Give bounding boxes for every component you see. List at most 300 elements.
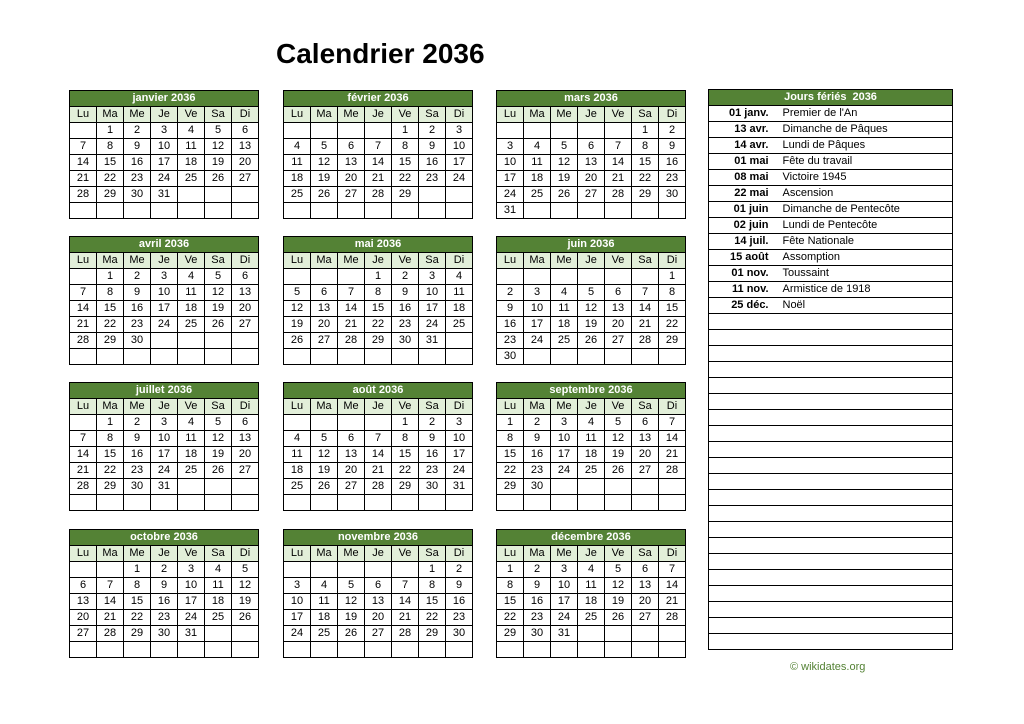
day-cell bbox=[311, 415, 338, 431]
day-cell bbox=[338, 269, 365, 285]
day-cell: 30 bbox=[124, 479, 151, 495]
day-cell: 25 bbox=[446, 317, 473, 333]
day-cell: 2 bbox=[497, 285, 524, 301]
day-cell: 9 bbox=[524, 578, 551, 594]
day-cell bbox=[178, 187, 205, 203]
holiday-name: Assomption bbox=[777, 250, 953, 266]
day-cell: 21 bbox=[97, 610, 124, 626]
weekday-label: Je bbox=[365, 546, 392, 562]
day-cell bbox=[311, 203, 338, 219]
week-row bbox=[284, 317, 473, 333]
day-cell bbox=[659, 626, 686, 642]
weekday-label: Me bbox=[124, 546, 151, 562]
day-cell: 16 bbox=[659, 155, 686, 171]
day-cell: 17 bbox=[151, 155, 178, 171]
day-cell bbox=[659, 642, 686, 658]
day-cell: 1 bbox=[365, 269, 392, 285]
holiday-row bbox=[709, 282, 953, 298]
day-cell: 26 bbox=[338, 626, 365, 642]
weekday-label: Me bbox=[338, 546, 365, 562]
day-cell: 14 bbox=[365, 155, 392, 171]
week-row bbox=[497, 562, 686, 578]
month-block bbox=[69, 236, 259, 365]
day-cell: 3 bbox=[151, 415, 178, 431]
day-cell: 18 bbox=[578, 447, 605, 463]
day-cell bbox=[70, 269, 97, 285]
day-cell: 16 bbox=[497, 317, 524, 333]
holiday-row bbox=[709, 186, 953, 202]
day-cell: 16 bbox=[524, 447, 551, 463]
holiday-name: Dimanche de Pâques bbox=[777, 122, 953, 138]
day-cell: 8 bbox=[497, 578, 524, 594]
weekday-row bbox=[70, 253, 259, 269]
day-cell bbox=[551, 123, 578, 139]
holiday-row bbox=[709, 234, 953, 250]
day-cell: 30 bbox=[524, 479, 551, 495]
day-cell: 21 bbox=[70, 463, 97, 479]
day-cell: 5 bbox=[311, 431, 338, 447]
day-cell: 14 bbox=[605, 155, 632, 171]
day-cell bbox=[524, 495, 551, 511]
day-cell bbox=[124, 349, 151, 365]
weekday-label: Ve bbox=[605, 399, 632, 415]
week-row bbox=[284, 463, 473, 479]
month-title: août 2036 bbox=[284, 383, 473, 399]
day-cell bbox=[151, 333, 178, 349]
month-table bbox=[283, 236, 473, 365]
day-cell: 3 bbox=[151, 123, 178, 139]
day-cell bbox=[605, 626, 632, 642]
day-cell: 14 bbox=[338, 301, 365, 317]
day-cell bbox=[605, 123, 632, 139]
day-cell: 15 bbox=[392, 155, 419, 171]
day-cell bbox=[151, 495, 178, 511]
month-title: décembre 2036 bbox=[497, 530, 686, 546]
day-cell: 30 bbox=[392, 333, 419, 349]
day-cell: 12 bbox=[284, 301, 311, 317]
day-cell: 3 bbox=[151, 269, 178, 285]
day-cell: 3 bbox=[178, 562, 205, 578]
day-cell: 18 bbox=[311, 610, 338, 626]
day-cell: 8 bbox=[497, 431, 524, 447]
day-cell bbox=[365, 415, 392, 431]
day-cell: 23 bbox=[419, 171, 446, 187]
day-cell: 31 bbox=[151, 187, 178, 203]
day-cell: 24 bbox=[446, 463, 473, 479]
weekday-label: Me bbox=[551, 107, 578, 123]
day-cell: 6 bbox=[578, 139, 605, 155]
week-row bbox=[70, 610, 259, 626]
day-cell: 22 bbox=[497, 610, 524, 626]
day-cell: 19 bbox=[311, 171, 338, 187]
week-row bbox=[497, 463, 686, 479]
weekday-label: Sa bbox=[632, 107, 659, 123]
month-header-row bbox=[284, 383, 473, 399]
day-cell bbox=[232, 626, 259, 642]
weekday-label: Ve bbox=[178, 399, 205, 415]
holiday-name: Victoire 1945 bbox=[777, 170, 953, 186]
day-cell: 20 bbox=[338, 171, 365, 187]
day-cell: 27 bbox=[232, 317, 259, 333]
day-cell: 1 bbox=[419, 562, 446, 578]
holiday-row bbox=[709, 426, 953, 442]
day-cell: 4 bbox=[205, 562, 232, 578]
day-cell: 1 bbox=[659, 269, 686, 285]
day-cell: 16 bbox=[446, 594, 473, 610]
day-cell bbox=[338, 415, 365, 431]
day-cell bbox=[578, 349, 605, 365]
week-row bbox=[497, 642, 686, 658]
week-row bbox=[70, 349, 259, 365]
holiday-row bbox=[709, 442, 953, 458]
day-cell: 3 bbox=[497, 139, 524, 155]
day-cell: 23 bbox=[524, 463, 551, 479]
month-table bbox=[496, 90, 686, 219]
day-cell: 9 bbox=[524, 431, 551, 447]
holiday-date: 15 août bbox=[709, 250, 777, 266]
day-cell: 21 bbox=[70, 171, 97, 187]
weekday-label: Ma bbox=[524, 253, 551, 269]
holiday-name: Noël bbox=[777, 298, 953, 314]
day-cell: 4 bbox=[551, 285, 578, 301]
weekday-label: Di bbox=[232, 399, 259, 415]
day-cell: 6 bbox=[338, 431, 365, 447]
day-cell: 24 bbox=[178, 610, 205, 626]
day-cell bbox=[338, 562, 365, 578]
day-cell: 30 bbox=[446, 626, 473, 642]
day-cell bbox=[178, 203, 205, 219]
day-cell: 6 bbox=[70, 578, 97, 594]
week-row bbox=[497, 171, 686, 187]
day-cell: 11 bbox=[578, 578, 605, 594]
month-block bbox=[496, 90, 686, 219]
weekday-label: Sa bbox=[632, 253, 659, 269]
day-cell: 7 bbox=[392, 578, 419, 594]
day-cell: 6 bbox=[232, 269, 259, 285]
weekday-label: Je bbox=[151, 399, 178, 415]
week-row bbox=[284, 495, 473, 511]
holiday-row bbox=[709, 138, 953, 154]
week-row bbox=[70, 415, 259, 431]
holiday-date bbox=[709, 314, 777, 330]
day-cell: 18 bbox=[178, 155, 205, 171]
weekday-label: Sa bbox=[419, 399, 446, 415]
day-cell bbox=[551, 203, 578, 219]
week-row bbox=[497, 155, 686, 171]
holiday-name: Fête Nationale bbox=[777, 234, 953, 250]
day-cell bbox=[284, 349, 311, 365]
holiday-row bbox=[709, 378, 953, 394]
weekday-row bbox=[284, 399, 473, 415]
day-cell: 13 bbox=[311, 301, 338, 317]
month-header-row bbox=[70, 530, 259, 546]
day-cell: 20 bbox=[605, 317, 632, 333]
day-cell bbox=[551, 642, 578, 658]
day-cell: 14 bbox=[659, 578, 686, 594]
day-cell: 27 bbox=[70, 626, 97, 642]
day-cell: 9 bbox=[419, 431, 446, 447]
day-cell: 14 bbox=[70, 447, 97, 463]
week-row bbox=[284, 123, 473, 139]
day-cell: 13 bbox=[338, 155, 365, 171]
day-cell: 29 bbox=[419, 626, 446, 642]
day-cell: 23 bbox=[124, 171, 151, 187]
day-cell: 22 bbox=[365, 317, 392, 333]
day-cell: 29 bbox=[97, 187, 124, 203]
day-cell bbox=[232, 187, 259, 203]
day-cell bbox=[605, 479, 632, 495]
day-cell bbox=[524, 269, 551, 285]
day-cell: 3 bbox=[551, 415, 578, 431]
month-title: juillet 2036 bbox=[70, 383, 259, 399]
day-cell: 29 bbox=[392, 479, 419, 495]
day-cell: 15 bbox=[392, 447, 419, 463]
holiday-name bbox=[777, 618, 953, 634]
month-table bbox=[496, 382, 686, 511]
month-header-row bbox=[284, 530, 473, 546]
week-row bbox=[70, 171, 259, 187]
week-row bbox=[497, 139, 686, 155]
day-cell: 15 bbox=[365, 301, 392, 317]
week-row bbox=[70, 301, 259, 317]
day-cell bbox=[497, 123, 524, 139]
day-cell bbox=[419, 495, 446, 511]
day-cell: 21 bbox=[338, 317, 365, 333]
weekday-label: Lu bbox=[284, 107, 311, 123]
day-cell: 21 bbox=[70, 317, 97, 333]
day-cell: 5 bbox=[205, 269, 232, 285]
holiday-date: 08 mai bbox=[709, 170, 777, 186]
day-cell: 7 bbox=[70, 139, 97, 155]
day-cell: 9 bbox=[419, 139, 446, 155]
day-cell: 5 bbox=[311, 139, 338, 155]
day-cell: 19 bbox=[205, 155, 232, 171]
weekday-label: Je bbox=[151, 253, 178, 269]
day-cell: 28 bbox=[365, 479, 392, 495]
day-cell: 5 bbox=[205, 123, 232, 139]
week-row bbox=[70, 431, 259, 447]
day-cell bbox=[392, 562, 419, 578]
day-cell: 16 bbox=[124, 447, 151, 463]
day-cell: 20 bbox=[70, 610, 97, 626]
holiday-name: Armistice de 1918 bbox=[777, 282, 953, 298]
day-cell: 23 bbox=[524, 610, 551, 626]
day-cell: 29 bbox=[632, 187, 659, 203]
weekday-label: Je bbox=[578, 546, 605, 562]
day-cell: 10 bbox=[551, 578, 578, 594]
weekday-label: Me bbox=[124, 253, 151, 269]
month-table bbox=[496, 529, 686, 658]
day-cell: 25 bbox=[178, 171, 205, 187]
day-cell bbox=[205, 642, 232, 658]
day-cell: 8 bbox=[392, 139, 419, 155]
day-cell: 4 bbox=[178, 269, 205, 285]
day-cell bbox=[551, 349, 578, 365]
day-cell bbox=[338, 349, 365, 365]
holiday-date bbox=[709, 634, 777, 650]
day-cell: 23 bbox=[497, 333, 524, 349]
day-cell: 23 bbox=[392, 317, 419, 333]
day-cell bbox=[605, 495, 632, 511]
day-cell: 21 bbox=[605, 171, 632, 187]
weekday-label: Sa bbox=[419, 253, 446, 269]
day-cell: 27 bbox=[311, 333, 338, 349]
holiday-name: Dimanche de Pentecôte bbox=[777, 202, 953, 218]
month-title: novembre 2036 bbox=[284, 530, 473, 546]
holiday-name bbox=[777, 570, 953, 586]
day-cell: 12 bbox=[578, 301, 605, 317]
day-cell: 5 bbox=[232, 562, 259, 578]
day-cell bbox=[632, 479, 659, 495]
month-block bbox=[283, 529, 473, 658]
day-cell: 16 bbox=[419, 447, 446, 463]
day-cell: 14 bbox=[97, 594, 124, 610]
day-cell bbox=[284, 269, 311, 285]
day-cell: 29 bbox=[392, 187, 419, 203]
holiday-date bbox=[709, 426, 777, 442]
day-cell: 31 bbox=[419, 333, 446, 349]
day-cell: 10 bbox=[497, 155, 524, 171]
holiday-date: 01 juin bbox=[709, 202, 777, 218]
day-cell: 26 bbox=[205, 463, 232, 479]
day-cell bbox=[232, 333, 259, 349]
day-cell: 10 bbox=[284, 594, 311, 610]
day-cell: 10 bbox=[446, 431, 473, 447]
day-cell bbox=[338, 123, 365, 139]
day-cell bbox=[605, 642, 632, 658]
day-cell: 28 bbox=[659, 610, 686, 626]
day-cell bbox=[659, 349, 686, 365]
weekday-label: Sa bbox=[205, 107, 232, 123]
holiday-date: 25 déc. bbox=[709, 298, 777, 314]
weekday-label: Lu bbox=[70, 546, 97, 562]
day-cell: 26 bbox=[311, 187, 338, 203]
day-cell: 12 bbox=[311, 447, 338, 463]
day-cell bbox=[311, 495, 338, 511]
week-row bbox=[284, 301, 473, 317]
holiday-date bbox=[709, 474, 777, 490]
holiday-row bbox=[709, 314, 953, 330]
day-cell bbox=[578, 203, 605, 219]
day-cell: 8 bbox=[365, 285, 392, 301]
week-row bbox=[497, 578, 686, 594]
weekday-label: Di bbox=[659, 253, 686, 269]
holidays-header-row bbox=[709, 90, 953, 106]
holiday-date bbox=[709, 554, 777, 570]
day-cell: 25 bbox=[524, 187, 551, 203]
day-cell: 10 bbox=[419, 285, 446, 301]
month-header-row bbox=[70, 383, 259, 399]
weekday-label: Ma bbox=[311, 107, 338, 123]
weekday-label: Ve bbox=[605, 253, 632, 269]
day-cell bbox=[392, 203, 419, 219]
day-cell: 31 bbox=[151, 479, 178, 495]
month-table bbox=[69, 382, 259, 511]
week-row bbox=[284, 139, 473, 155]
day-cell bbox=[151, 203, 178, 219]
day-cell bbox=[178, 479, 205, 495]
footer-credit: © wikidates.org bbox=[790, 661, 866, 673]
day-cell: 17 bbox=[551, 447, 578, 463]
month-table bbox=[283, 90, 473, 219]
month-header-row bbox=[497, 383, 686, 399]
month-title: janvier 2036 bbox=[70, 91, 259, 107]
holiday-row bbox=[709, 330, 953, 346]
day-cell bbox=[632, 642, 659, 658]
week-row bbox=[497, 187, 686, 203]
holiday-row bbox=[709, 202, 953, 218]
day-cell: 1 bbox=[392, 415, 419, 431]
holiday-date bbox=[709, 362, 777, 378]
month-title: juin 2036 bbox=[497, 237, 686, 253]
month-table bbox=[283, 529, 473, 658]
weekday-label: Sa bbox=[632, 546, 659, 562]
weekday-label: Je bbox=[578, 107, 605, 123]
holiday-row bbox=[709, 218, 953, 234]
day-cell: 1 bbox=[497, 562, 524, 578]
weekday-label: Di bbox=[232, 253, 259, 269]
day-cell: 16 bbox=[419, 155, 446, 171]
holiday-row bbox=[709, 250, 953, 266]
weekday-label: Di bbox=[659, 107, 686, 123]
holiday-name bbox=[777, 602, 953, 618]
holiday-row bbox=[709, 362, 953, 378]
holiday-row bbox=[709, 122, 953, 138]
day-cell bbox=[338, 642, 365, 658]
weekday-row bbox=[70, 399, 259, 415]
day-cell bbox=[365, 562, 392, 578]
month-header-row bbox=[497, 91, 686, 107]
day-cell: 22 bbox=[97, 317, 124, 333]
day-cell: 11 bbox=[446, 285, 473, 301]
weekday-label: Me bbox=[338, 253, 365, 269]
day-cell: 31 bbox=[446, 479, 473, 495]
day-cell: 7 bbox=[659, 415, 686, 431]
holiday-name bbox=[777, 426, 953, 442]
day-cell: 16 bbox=[392, 301, 419, 317]
week-row bbox=[284, 203, 473, 219]
day-cell: 13 bbox=[578, 155, 605, 171]
day-cell bbox=[124, 495, 151, 511]
day-cell: 20 bbox=[232, 447, 259, 463]
day-cell: 31 bbox=[551, 626, 578, 642]
day-cell: 24 bbox=[446, 171, 473, 187]
day-cell bbox=[605, 349, 632, 365]
day-cell: 2 bbox=[392, 269, 419, 285]
day-cell bbox=[151, 642, 178, 658]
weekday-label: Lu bbox=[497, 107, 524, 123]
day-cell: 11 bbox=[284, 155, 311, 171]
day-cell bbox=[284, 562, 311, 578]
day-cell: 10 bbox=[151, 431, 178, 447]
holiday-row bbox=[709, 298, 953, 314]
day-cell: 4 bbox=[578, 562, 605, 578]
day-cell bbox=[178, 349, 205, 365]
holiday-row bbox=[709, 170, 953, 186]
weekday-label: Ve bbox=[178, 107, 205, 123]
day-cell bbox=[446, 203, 473, 219]
page-title: Calendrier 2036 bbox=[276, 38, 485, 69]
weekday-label: Ma bbox=[311, 546, 338, 562]
day-cell bbox=[97, 562, 124, 578]
day-cell: 24 bbox=[151, 463, 178, 479]
day-cell: 22 bbox=[659, 317, 686, 333]
day-cell: 5 bbox=[605, 415, 632, 431]
day-cell: 15 bbox=[497, 594, 524, 610]
day-cell: 10 bbox=[151, 285, 178, 301]
holiday-name: Lundi de Pâques bbox=[777, 138, 953, 154]
day-cell bbox=[632, 203, 659, 219]
